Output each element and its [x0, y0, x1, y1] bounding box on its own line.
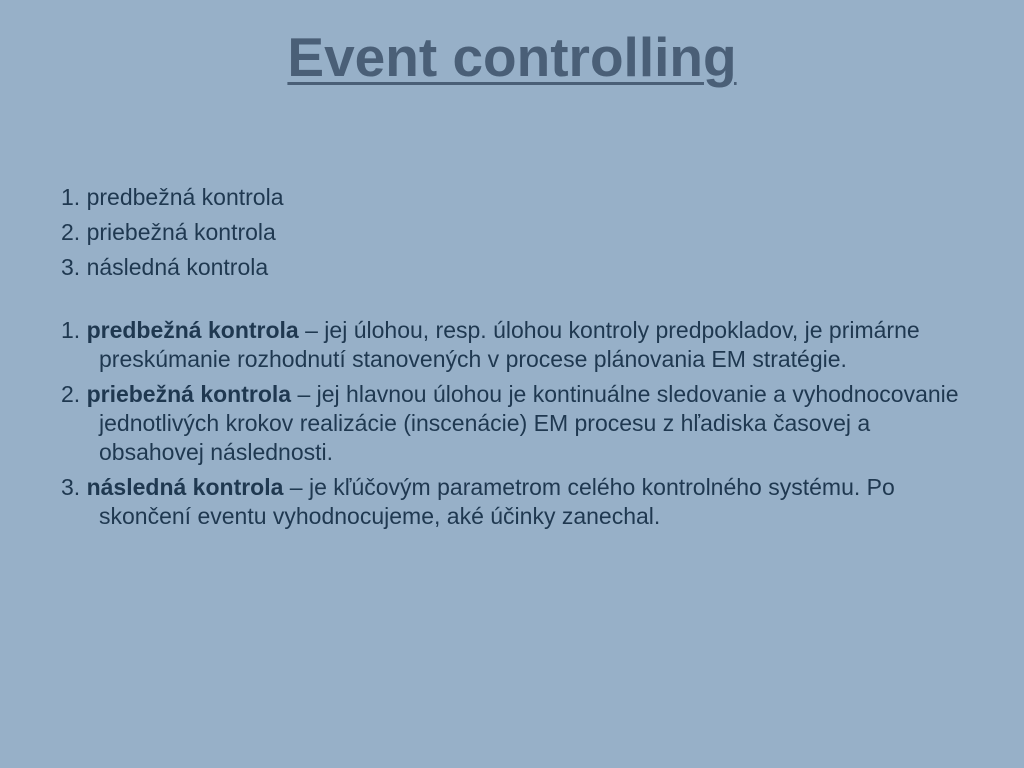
description-item [61, 380, 981, 467]
description-item [61, 473, 981, 531]
control-types-list [61, 180, 284, 285]
item-description: – je kľúčovým parametrom celého kontrolného systému. Po skončení eventu vyhodnocujeme, aké účinky zanechal. [99, 474, 895, 529]
description-item [61, 316, 981, 374]
list-item: 2. priebežná kontrola [61, 219, 276, 245]
list-item: 3. následná kontrola [61, 254, 269, 280]
item-number: 3. [61, 474, 81, 500]
control-descriptions [61, 316, 981, 537]
item-term: následná kontrola [86, 474, 284, 500]
slide-title: Event controlling [287, 26, 737, 88]
item-term: predbežná kontrola [86, 317, 299, 343]
item-term: priebežná kontrola [86, 381, 292, 407]
item-description: – jej úlohou, resp. úlohou kontroly predpokladov, je primárne preskúmanie rozhodnutí stanovených v procese plánovania EM stratégie. [99, 317, 920, 372]
item-description: – jej hlavnou úlohou je kontinuálne sledovanie a vyhodnocovanie jednotlivých krokov realizácie (inscenácie) EM procesu z hľadiska časovej a obsahovej následnosti. [99, 381, 959, 465]
list-item: 1. predbežná kontrola [61, 184, 284, 210]
item-number: 1. [61, 317, 81, 343]
item-number: 2. [61, 381, 81, 407]
